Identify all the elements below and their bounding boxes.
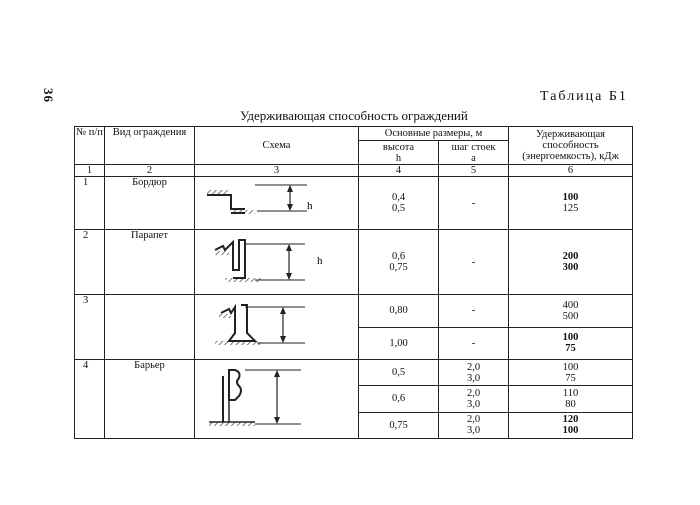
row-num: 1 xyxy=(75,177,105,230)
height-value: 0,5 xyxy=(391,203,406,214)
header-num: № п/п xyxy=(75,127,105,165)
header-height xyxy=(359,141,439,165)
energy-value: 100 xyxy=(562,192,579,203)
col-number: 6 xyxy=(509,165,633,177)
step-value: 3,0 xyxy=(466,425,481,437)
energy-value: 100 xyxy=(562,332,579,344)
row-height: 0,75 xyxy=(359,412,439,438)
header-capacity: Удерживающая способность (энергоемкость), кДж xyxy=(509,127,633,165)
header-height-label: высота xyxy=(382,141,415,153)
parapet-h-label: h xyxy=(317,255,323,267)
header-step-symbol: a xyxy=(471,152,476,164)
energy-value: 300 xyxy=(562,262,579,273)
energy-value: 125 xyxy=(562,203,579,214)
step-value: 3,0 xyxy=(466,398,481,410)
row-step xyxy=(439,412,509,438)
row-step: - xyxy=(439,295,509,328)
energy-value: 400 xyxy=(562,299,579,311)
row-height: 0,80 xyxy=(359,295,439,328)
row-type: Барьер xyxy=(105,360,195,439)
scheme-parapet xyxy=(195,230,359,295)
row-step: - xyxy=(439,230,509,295)
col-number: 2 xyxy=(105,165,195,177)
row-step xyxy=(439,360,509,386)
curb-h-label: h xyxy=(307,200,313,212)
scheme-barrier xyxy=(195,360,359,439)
energy-value: 75 xyxy=(565,372,576,384)
header-type: Вид ограждения xyxy=(105,127,195,165)
header-step-label: шаг стоек xyxy=(451,141,496,153)
table-row xyxy=(75,177,633,230)
row-step: - xyxy=(439,327,509,360)
energy-value: 200 xyxy=(562,251,579,262)
row-num: 4 xyxy=(75,360,105,439)
row-energy xyxy=(509,295,633,328)
height-value: 0,75 xyxy=(389,262,408,273)
curb-scheme-icon xyxy=(195,177,359,229)
row-step: - xyxy=(439,177,509,230)
row-energy xyxy=(509,230,633,295)
table-row xyxy=(75,295,633,328)
row-type: Бордюр xyxy=(105,177,195,230)
energy-value: 100 xyxy=(562,361,579,373)
header-dims: Основные размеры, м xyxy=(359,127,509,141)
col-number: 5 xyxy=(439,165,509,177)
row-height xyxy=(359,177,439,230)
row-height: 1,00 xyxy=(359,327,439,360)
row-energy xyxy=(509,412,633,438)
row-num: 3 xyxy=(75,295,105,360)
row-num: 2 xyxy=(75,230,105,295)
step-value: 2,0 xyxy=(466,387,481,399)
table-row xyxy=(75,360,633,386)
row-step xyxy=(439,386,509,412)
col-number: 1 xyxy=(75,165,105,177)
energy-value: 500 xyxy=(562,310,579,322)
step-value: 2,0 xyxy=(466,361,481,373)
table-title: Удерживающая способность ограждений xyxy=(240,108,468,123)
parapet-scheme-icon xyxy=(195,230,359,294)
retention-table xyxy=(74,126,633,439)
step-value: 3,0 xyxy=(466,372,481,384)
energy-value: 120 xyxy=(562,414,579,426)
row-energy xyxy=(509,360,633,386)
row-type: Парапет xyxy=(105,230,195,295)
energy-value: 100 xyxy=(562,425,579,437)
energy-value: 80 xyxy=(565,398,576,410)
row-height: 0,6 xyxy=(359,386,439,412)
header-scheme: Схема xyxy=(195,127,359,165)
table-row xyxy=(75,230,633,295)
energy-value: 110 xyxy=(562,387,579,399)
scheme-curb xyxy=(195,177,359,230)
wide-parapet-scheme-icon xyxy=(195,295,359,359)
barrier-scheme-icon xyxy=(195,360,359,438)
row-energy xyxy=(509,327,633,360)
page-number: 36 xyxy=(41,88,56,103)
height-value: 0,6 xyxy=(391,251,406,262)
table-label: Таблица Б1 xyxy=(540,89,628,104)
row-energy xyxy=(509,177,633,230)
row-height: 0,5 xyxy=(359,360,439,386)
step-value: 2,0 xyxy=(466,414,481,426)
col-number: 4 xyxy=(359,165,439,177)
height-value: 0,4 xyxy=(391,192,406,203)
col-number: 3 xyxy=(195,165,359,177)
scheme-parapet-wide xyxy=(195,295,359,360)
row-type xyxy=(105,295,195,360)
energy-value: 75 xyxy=(565,343,576,355)
header-step xyxy=(439,141,509,165)
row-height xyxy=(359,230,439,295)
row-energy xyxy=(509,386,633,412)
header-height-symbol: h xyxy=(395,152,402,164)
